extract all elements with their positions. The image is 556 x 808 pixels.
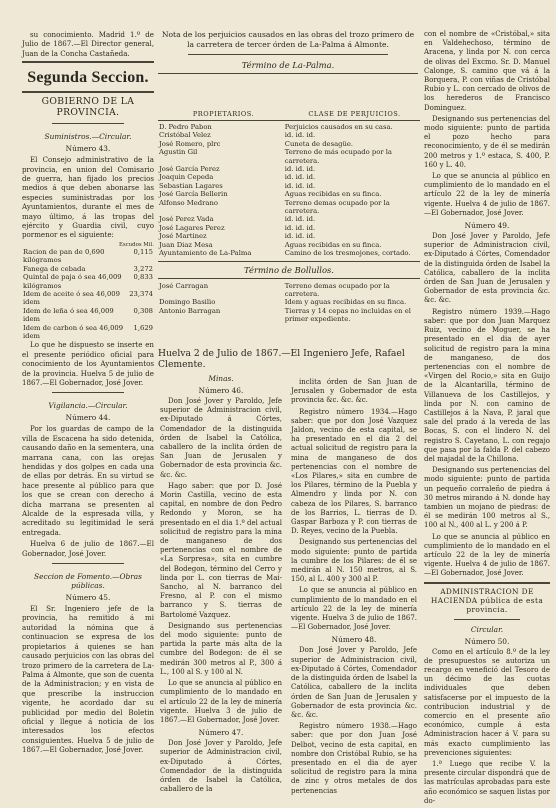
notice-paragraph: Lo que se anuncia al público en cumplimiento de lo mandado en el artículo 22 de la ley de minería vigente. Huelva 4 de julio de 1867.—El Gobernador, José Jover. [424,532,550,578]
damage-cell: id. id. id. [284,131,316,140]
notice-paragraph: Registro número 1939.—Hago saber: que por don Juan Marquez Ruiz, vecino de Moguer, se ha presentado en el dia de ayer solicitud de registro para la mina de manganeso, de dos pertenencias con el nombre de «Virgen del Rocio,» sita en Guijo de la Alcantarilla, término de Villanueva de los Castillejos, y linda por N. con camino de Castillejos á la Nava, P. jaral que sale del prado á la vereda de las Bocas, S. con el lindero N. del registro S. Cayetano, L. con regajo que pasa por la falda P. del cabezo del majadal de la Chillona. [424,307,550,463]
table-row [158,249,420,257]
divider [52,123,124,124]
table-row [158,123,420,131]
notice-paragraph: Designando sus pertenencias del modo siguiente: punto de partida la cumbre de los Pilares: de él se medirán al N. 150 metros, al S. 150, al L. 400 y 300 al P. [291,538,417,584]
divider [454,619,520,620]
notice-paragraph: Lo que he dispuesto se inserte en el presente periódico oficial para conocimiento de los Ayuntamientos de la provincia. Huelva 5 de julio de 1867.—El Gobernador, José Jover. [22,340,154,387]
owner-cell: Agustin Gil [159,148,198,157]
owner-cell: José Carragan [159,281,209,290]
notice-paragraph: inclita órden de San Juan de Jerusalen y Gobernador de esta provincia &c. &c. &c. [291,378,417,405]
damage-cell: id. id. id. [284,232,316,241]
column-2 [160,370,282,796]
notice-number: Número 50. [464,636,510,646]
owner-cell: José Perez Vada [159,215,214,224]
column-3 [291,370,417,798]
table-row [158,282,420,299]
damages-note [158,30,418,77]
table-row [158,182,420,190]
owner-cell: José Romero, plrc [159,139,221,148]
damage-cell: Aguas recibidas en su finca. [284,240,382,249]
owner-cell: Juan Diaz Mesa [159,240,213,249]
note-title: Nota de los perjuicios causados en las obras del trozo primero de la carretera de tercer órden de La-Palma á Almonte. [161,30,415,49]
engineer-signature: Huelva 2 de Julio de 1867.—El Ingeniero Jefe, Rafael Clemente. [158,348,405,370]
notice-paragraph: Designando sus pertenencias del modo siguiente: punto de partida el pozo hecho para reconocimiento, y de él se medirán 200 metros y 1.º estaca, S. 400, P. 160 y L. 40. [424,114,550,169]
damages-table [158,110,420,324]
notice-paragraph: Don José Jover y Paroldo, Jefe superior de Administracion civil, ex-Diputado á Córtes, Comendador de la distinguida órden de Isabel la Católica, caballero de la inclita órden de San Juan de Jerusalen y Gobernador de esta provincia &c. &c. &c. [291,646,417,719]
notice-number: Número 45. [65,593,111,603]
owner-cell: José García Perez [159,165,220,174]
notice-paragraph: El Sr. Ingeniero jefe de la provincia, ha remitido á mi autoridad la nómina que á continuacion se expresa de los propietarios á quienes se han causado perjuicios con las obras del trozo primero de la carretera de La-Palma á Almonte, que son de cuenta de la Administracion; y en vista de que prescribe la instruccion vigente, he acordado dar su publicidad por medio del Boletin oficial y llegue á noticia de los interesados los efectos consiguientes. Huelva 5 de julio de 1867.—El Gobernador, José Jover. [22,604,154,755]
damage-cell: id. id. id. [284,223,316,232]
table-row [158,190,420,198]
divider [158,278,420,279]
notice-paragraph: El Consejo administrativo de la provincia, en union del Comisario de guerra, han fijado los precios medios á que deben abonarse las especies suministradas por los Ayuntamientos, durante el mes de mayo último, á las tropas del ejército y Guardia civil, cuyo pormenor es el siguiente: [22,155,154,240]
subsection-title: Suministros.—Circular. [44,132,132,142]
intro-paragraph: su conocimiento. Madrid 1.º de Julio de 1867.—El Director general, Juan de la Concha Castañeda. [22,30,154,58]
notice-paragraph: Huelva 6 de julio de 1867.—El Gobernador, José Jover. [22,539,154,558]
notice-paragraph: Don José Jover y Paroldo, Jefe superior de Administracion civil, ex-Diputado á Córtes, Comendador de la distinguida órden de Isabel la Católica, caballero de la inclita órden de San Juan de Jerusalen y Gobernador de esta provincia &c. &c. &c. [160,397,282,479]
price-item: Idem de leña ó sea 46,009 idem [23,306,114,324]
owner-cell: Domingo Basilio [159,298,216,307]
price-value: 23,374 [129,289,153,298]
notice-number: Número 43. [65,144,111,154]
owner-cell: José Lagares Perez [159,223,225,232]
damages-header: CLASE DE PERJUICIOS. [308,110,401,118]
damage-cell: Terreno demas ocupado por la carretera. [284,198,390,216]
price-item: Idem de carbon ó sea 46,009 idem [23,323,124,340]
notice-number: Número 49. [464,221,510,231]
price-value: 1,629 [133,323,153,332]
government-heading: GOBIERNO DE LA PROVINCIA. [41,96,135,119]
divider [188,54,388,55]
table-row [22,273,154,290]
table-row [158,199,420,216]
price-value: 0,833 [133,273,153,282]
column-4 [424,30,550,808]
table-row [158,298,420,306]
divider [22,61,154,63]
owner-cell: Ayuntamiento de La-Palma [159,249,252,258]
divider [52,392,124,393]
notice-paragraph: Registro número 1938.—Hago saber: que por don Juan José Delbot, vecino de esta capital, en nombre don Cristóbal Rubio, se ha presentado en el dia de ayer solicitud de registro para la mina de zinc y otros metales de dos pertenencias [291,722,417,795]
damage-cell: Terreno demas ocupado por la carretera. [284,281,390,298]
price-item: Racion de pan de 0,690 kilógramos [23,247,105,265]
table-row [22,324,154,341]
price-unit: Escudos Mil. [118,241,154,248]
owner-cell: Alfonso Medrano [159,198,218,207]
damage-cell: id. id. id. [284,181,316,190]
notice-number: Número 48. [331,635,377,645]
damage-cell: Camino de los tresmojones, cortado. [284,249,411,258]
table-row [158,148,420,165]
notice-paragraph: Por los guardas de campo de la villa de Escacena ha sido detenida, causando daño en la sementera, una marrana cana, con las orejas hendidas y dos golpes en cada una de ellas por detrás. En su virtud se hace presente al público para que los que se crean con derecho á dicha marrana se presenten al Alcalde de la espresada villa, y acreditado su legitimidad le será entregada. [22,424,154,537]
price-item: Idem de aceite ó sea 46,009 idem [23,289,120,307]
damage-cell: id. id. id. [284,173,316,182]
table-row [22,265,154,273]
table-row [22,290,154,307]
table-row [158,131,420,139]
damage-cell: Aguas recibidas en su finca. [284,190,382,199]
notice-paragraph: Como en el artículo 8.º de la ley de presupuestos se autoriza un recargo en venefició del Tesoro de un décimo de las cuotas individuales que deben satisfacerse por el impuesto de la contribucion industrial y de comercio en el presente año económico, cumple á esta Administracion hacer á V. para su más exacto cumplimiento las prevenciones siguientes: [424,647,550,757]
owner-cell: Cristóbal Velez [159,131,211,140]
owner-cell: Sebastian Lagares [159,181,223,190]
subsection-title: Seccion de Fomento.—Obras públicas. [34,572,142,591]
notice-number: Número 47. [198,728,244,738]
divider [52,563,124,564]
table-row [158,215,420,223]
divider [22,91,154,93]
damage-cell: Cuneta de desagüe. [284,139,354,148]
section-title: Segunda Seccion. [27,69,149,87]
price-item: Quintal de paja ó sea 46,009 kilógramos [23,273,122,290]
damage-cell: Terreno de más ocupado por la carretera. [284,148,392,165]
bollullos-table [158,282,420,324]
palma-table [158,123,420,258]
table-row [158,140,420,148]
damage-cell: Tierras y 14 cepas no incluidas en el primer expediente. [284,306,411,324]
table-row [158,224,420,232]
damage-cell: Perjuicios causados en su casa. [284,123,393,131]
term-heading: Término de Bollullos. [244,264,334,275]
notice-paragraph: Designando sus pertenencias del modo siguiente: punto de partida la parte más alta de la cumbre del Bodegon: de él se medirán 300 metros al P., 300 á L., 100 al S. y 100 al N. [160,621,282,676]
table-row [22,248,154,265]
subsection-title: Vigilancia.—Circular. [48,401,128,411]
price-value: 3,272 [133,264,153,273]
notice-paragraph: Registro número 1934.—Hago saber: que por don José Vazquez Jaldon, vecino de esta capital, se ha presentado en el dia 2 del actual solicitud de registro para la mina de manganeso de dos pertenencias con el nombre de «Los Pilares,» sita en cumbre de los Pilares, término de la Puebla y Almendro y linda por N. con cabeza de los Pilares, S. barranco de los Barrios, L. tierras de D. Gaspar Barboza y P. con tierras de D. Reyes, vecino de la Puebla. [291,407,417,536]
damage-cell: id. id. id. [284,215,316,224]
notice-paragraph: Don José Jover y Paroldo, Jefe superior de Administracion civil, ex-Diputado á Córtes, Comendador de la distinguida órden de Isabel la Católica, caballero de la [160,739,282,794]
owner-cell: D. Pedro Pabon [159,123,212,131]
notice-paragraph: Lo que se anuncia al público en cumplimiento de lo mandado en el artículo 22 de la ley de minería vigente. Huelva 4 de julio de 1867.—El Gobernador, José Jover. [424,172,550,217]
table-row [158,241,420,249]
notice-paragraph: Lo que se anuncia al público en cumplimiento de lo mandado en el artículo 22 de la ley de minería vigente. Huelva 3 de julio de 1867.—El Gobernador, José Jover. [160,679,282,724]
notice-paragraph: Designando sus pertenencias del modo siguiente: punto de partida un pequeño corraleño de piedra á 30 metros mirando á N. donde hay tambien un mojano de piedras: de él se medirán 100 metros al S., 100 al N., 400 al L. y 200 á P. [424,466,550,530]
column-1 [22,30,154,757]
table-row [158,307,420,324]
table-row [22,307,154,324]
owner-cell: Antonio Barragan [159,306,221,315]
owner-cell: José García Bellerin [159,190,228,199]
divider [158,261,420,262]
owner-cell: José Martinez [159,232,207,241]
owners-header: PROPIETARIOS. [192,110,255,118]
table-header [158,110,420,121]
notice-paragraph: 1.ª Luego que recibe V. la presente circular dispondrá que de las matrículas aprobadas para este año económico se saquen listas por do- [424,760,550,805]
subsection-title: Minas. [208,374,234,383]
notice-number: Número 46. [198,386,244,395]
notice-paragraph: Hago saber: que por D. José Morin Castilla, vecino de esta capital, en nombre de don Pedro Redondo y Moron, se ha presentado en el dia 1.º del actual solicitud de registro para la mina de manganeso de dos pertenencias con el nombre de «La Sorpresa», sita en cumbre del Bodegon, término del Cerro y linda por L. con tierras de Mai-Sancho, al N. barranco del Fresno, al P. con el mismo barranco y S. tierras de Bartolomé Vazquez. [160,481,282,619]
divider [158,73,418,74]
notice-paragraph: Don José Jover y Paroldo, Jefe superior de Administracion civil, ex-Diputado á Córtes, Comendador de la distinguida órden de Isabel la Católica, caballero de la inclita órden de San Juan de Jerusalen y Gobernador de esta provincia &c. &c. &c. [424,232,550,305]
price-table [22,248,154,340]
owner-cell: Joaquin Cepeda [159,173,214,182]
table-row [158,173,420,181]
price-value: 0,115 [133,247,153,256]
price-item: Fanega de cebada [23,264,86,273]
hacienda-heading: ADMINISTRACION DE HACIENDA pública de esta provincia. [430,586,544,614]
price-value: 0,308 [133,306,153,315]
damage-cell: id. id. id. [284,165,316,174]
notice-number: Número 44. [65,413,111,423]
divider [424,582,550,584]
damage-cell: Idem y aguas recibidas en su finca. [284,298,407,307]
term-heading: Término de La-Palma. [241,60,335,71]
notice-paragraph: con el nombre de «Cristóbal,» sita en Valdehechoso, término de Aracena, y linda por N. con cerca de olivas del Excmo. Sr. D. Manuel Calonge, S. camino que vá á la Borquera, P. con viñas de Cristóbal Rubio y L. con cercado de olivos de los herederos de Francisco Dominguez. [424,30,550,112]
table-row [158,165,420,173]
notice-paragraph: Lo que se anuncia al público en cumplimiento de lo mandado en el artículo 22 de la ley de minería vigente. Huelva 3 de julio de 1867.—El Gobernador, José Jover. [291,586,417,632]
subsection-title: Circular. [470,624,504,634]
table-row [158,232,420,240]
